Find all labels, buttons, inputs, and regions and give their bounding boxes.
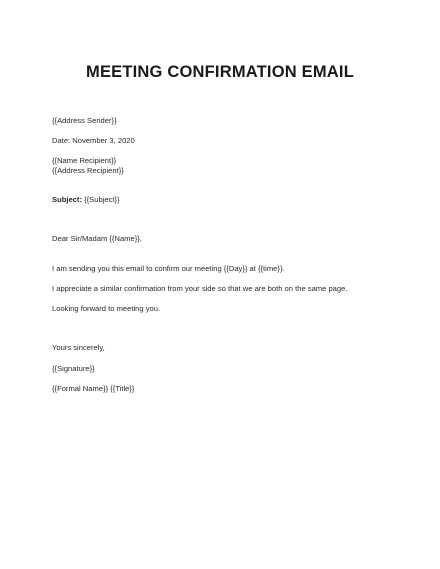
formal-name-title: {{Formal Name}} {{Title}} [52, 384, 135, 393]
closing: Yours sincerely, [52, 343, 105, 352]
greeting: Dear Sir/Madam {{Name}}, [52, 234, 142, 243]
subject-label: Subject: [52, 195, 82, 204]
signature: {{Signature}} [52, 364, 95, 373]
recipient-name: {{Name Recipient}} [52, 156, 117, 165]
subject-value: {{Subject}} [81, 195, 120, 204]
document-title: MEETING CONFIRMATION EMAIL [86, 63, 354, 81]
body-paragraph-3: Looking forward to meeting you. [52, 304, 161, 313]
recipient-address: {{Address Recipient}} [52, 166, 124, 175]
date-line: Date: November 3, 2020 [52, 136, 135, 145]
body-paragraph-2: I appreciate a similar confirmation from your side so that we are both on the same page. [52, 284, 348, 293]
body-paragraph-1: I am sending you this email to confirm our meeting {{Day}} at {{time}}. [52, 264, 285, 273]
address-sender: {{Address Sender}} [52, 116, 117, 125]
subject-line [52, 195, 120, 205]
